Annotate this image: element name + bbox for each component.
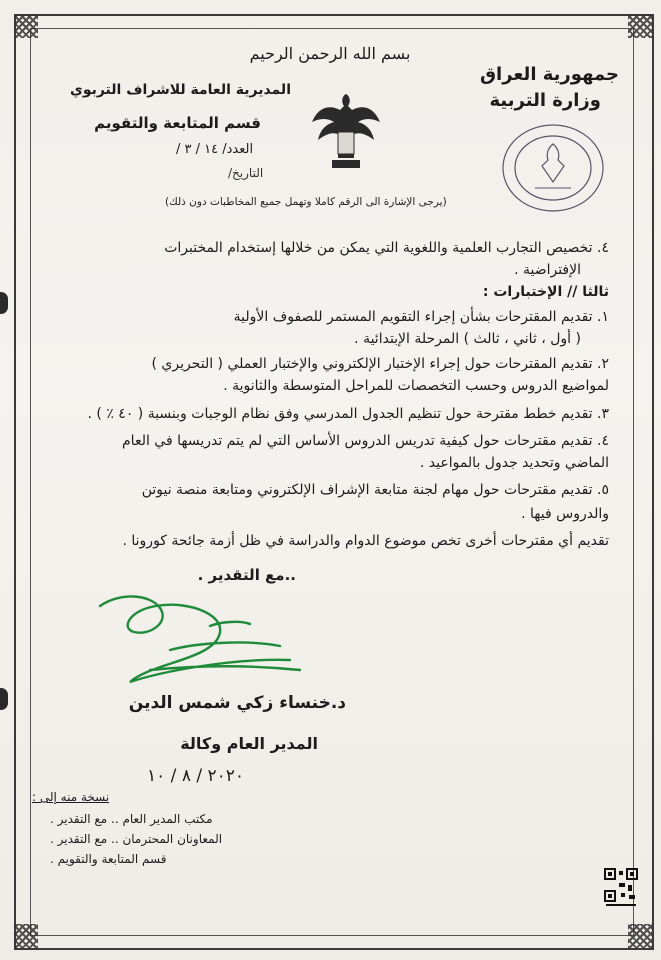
item-4-line-2: الإفتراضية . (514, 262, 581, 278)
test-item-3: ٣. تقديم خطط مقترحة حول تنظيم الجدول المدرسي وفق نظام الوجبات وبنسبة ( ٤٠ ٪ ) . (87, 406, 609, 422)
closing-regards: ..مع التقدير . (197, 566, 296, 584)
document-number: العدد/ ١٤ / ٣ / (176, 142, 254, 157)
republic-title: جمهورية العراق (479, 64, 619, 85)
copies-heading: نسخة منه إلى : (32, 790, 110, 804)
date-label: التاريخ/ (228, 166, 264, 180)
corner-ornament (628, 14, 652, 38)
reference-note: (يرجى الإشارة الى الرقم كاملا وتهمل جميع المخاطبات دون ذلك) (165, 196, 447, 208)
test-item-2-line-1: ٢. تقديم المقترحات حول إجراء الإختبار الإلكتروني والإختبار العملي ( التحريري ) (151, 356, 609, 372)
basmala: بسم الله الرحمن الرحيم (249, 44, 411, 63)
punch-hole (0, 688, 8, 710)
ministry-seal-icon (500, 122, 606, 214)
test-item-5-line-1: ٥. تقديم مقترحات حول مهام لجنة متابعة الإشراف الإلكتروني ومتابعة منصة نيوتن (141, 482, 609, 498)
corner-ornament (14, 924, 38, 948)
signer-name: د.خنساء زكي شمس الدين (128, 693, 346, 713)
test-item-4-line-1: ٤. تقديم مقترحات حول كيفية تدريس الدروس الأساس التي لم يتم تدريسها في العام (122, 433, 609, 449)
handwritten-signature (90, 586, 320, 706)
punch-hole (0, 292, 8, 314)
test-item-1-line-2: ( أول ، ثاني ، ثالث ) المرحلة الإبتدائية . (354, 331, 581, 347)
qr-code-icon (604, 868, 638, 908)
test-item-5-line-2: والدروس فيها . (521, 506, 609, 522)
copy-recipient: المعاونان المحترمان .. مع التقدير . (50, 832, 223, 846)
corner-ornament (14, 14, 38, 38)
copy-recipient: قسم المتابعة والتقويم . (50, 852, 167, 866)
copy-recipient: مكتب المدير العام .. مع التقدير . (50, 812, 213, 826)
signature-date: ٢٠٢٠ / ٨ / ١٠ (147, 766, 245, 786)
test-item-4-line-2: الماضي وتحديد جدول بالمواعيد . (419, 455, 609, 471)
section-heading: ثالثا // الإختبارات : (482, 284, 609, 300)
corner-ornament (628, 924, 652, 948)
directorate-title: المديرية العامة للاشراف التربوي (69, 82, 291, 98)
item-4-line-1: ٤. تخصيص التجارب العلمية واللغوية التي يمكن من خلالها إستخدام المختبرات (164, 240, 609, 256)
eagle-emblem-icon (306, 88, 386, 178)
department-title: قسم المتابعة والتقويم (94, 114, 261, 132)
test-item-2-line-2: لمواضيع الدروس وحسب التخصصات للمراحل المتوسطة والثانوية . (223, 378, 609, 394)
signer-title: المدير العام وكالة (180, 734, 318, 753)
other-suggestions: تقديم أي مقترحات أخرى تخص موضوع الدوام والدراسة في ظل أزمة جائحة كورونا . (122, 533, 609, 549)
test-item-1-line-1: ١. تقديم المقترحات بشأن إجراء التقويم المستمر للصفوف الأولية (233, 309, 609, 325)
ministry-title: وزارة التربية (489, 90, 601, 111)
